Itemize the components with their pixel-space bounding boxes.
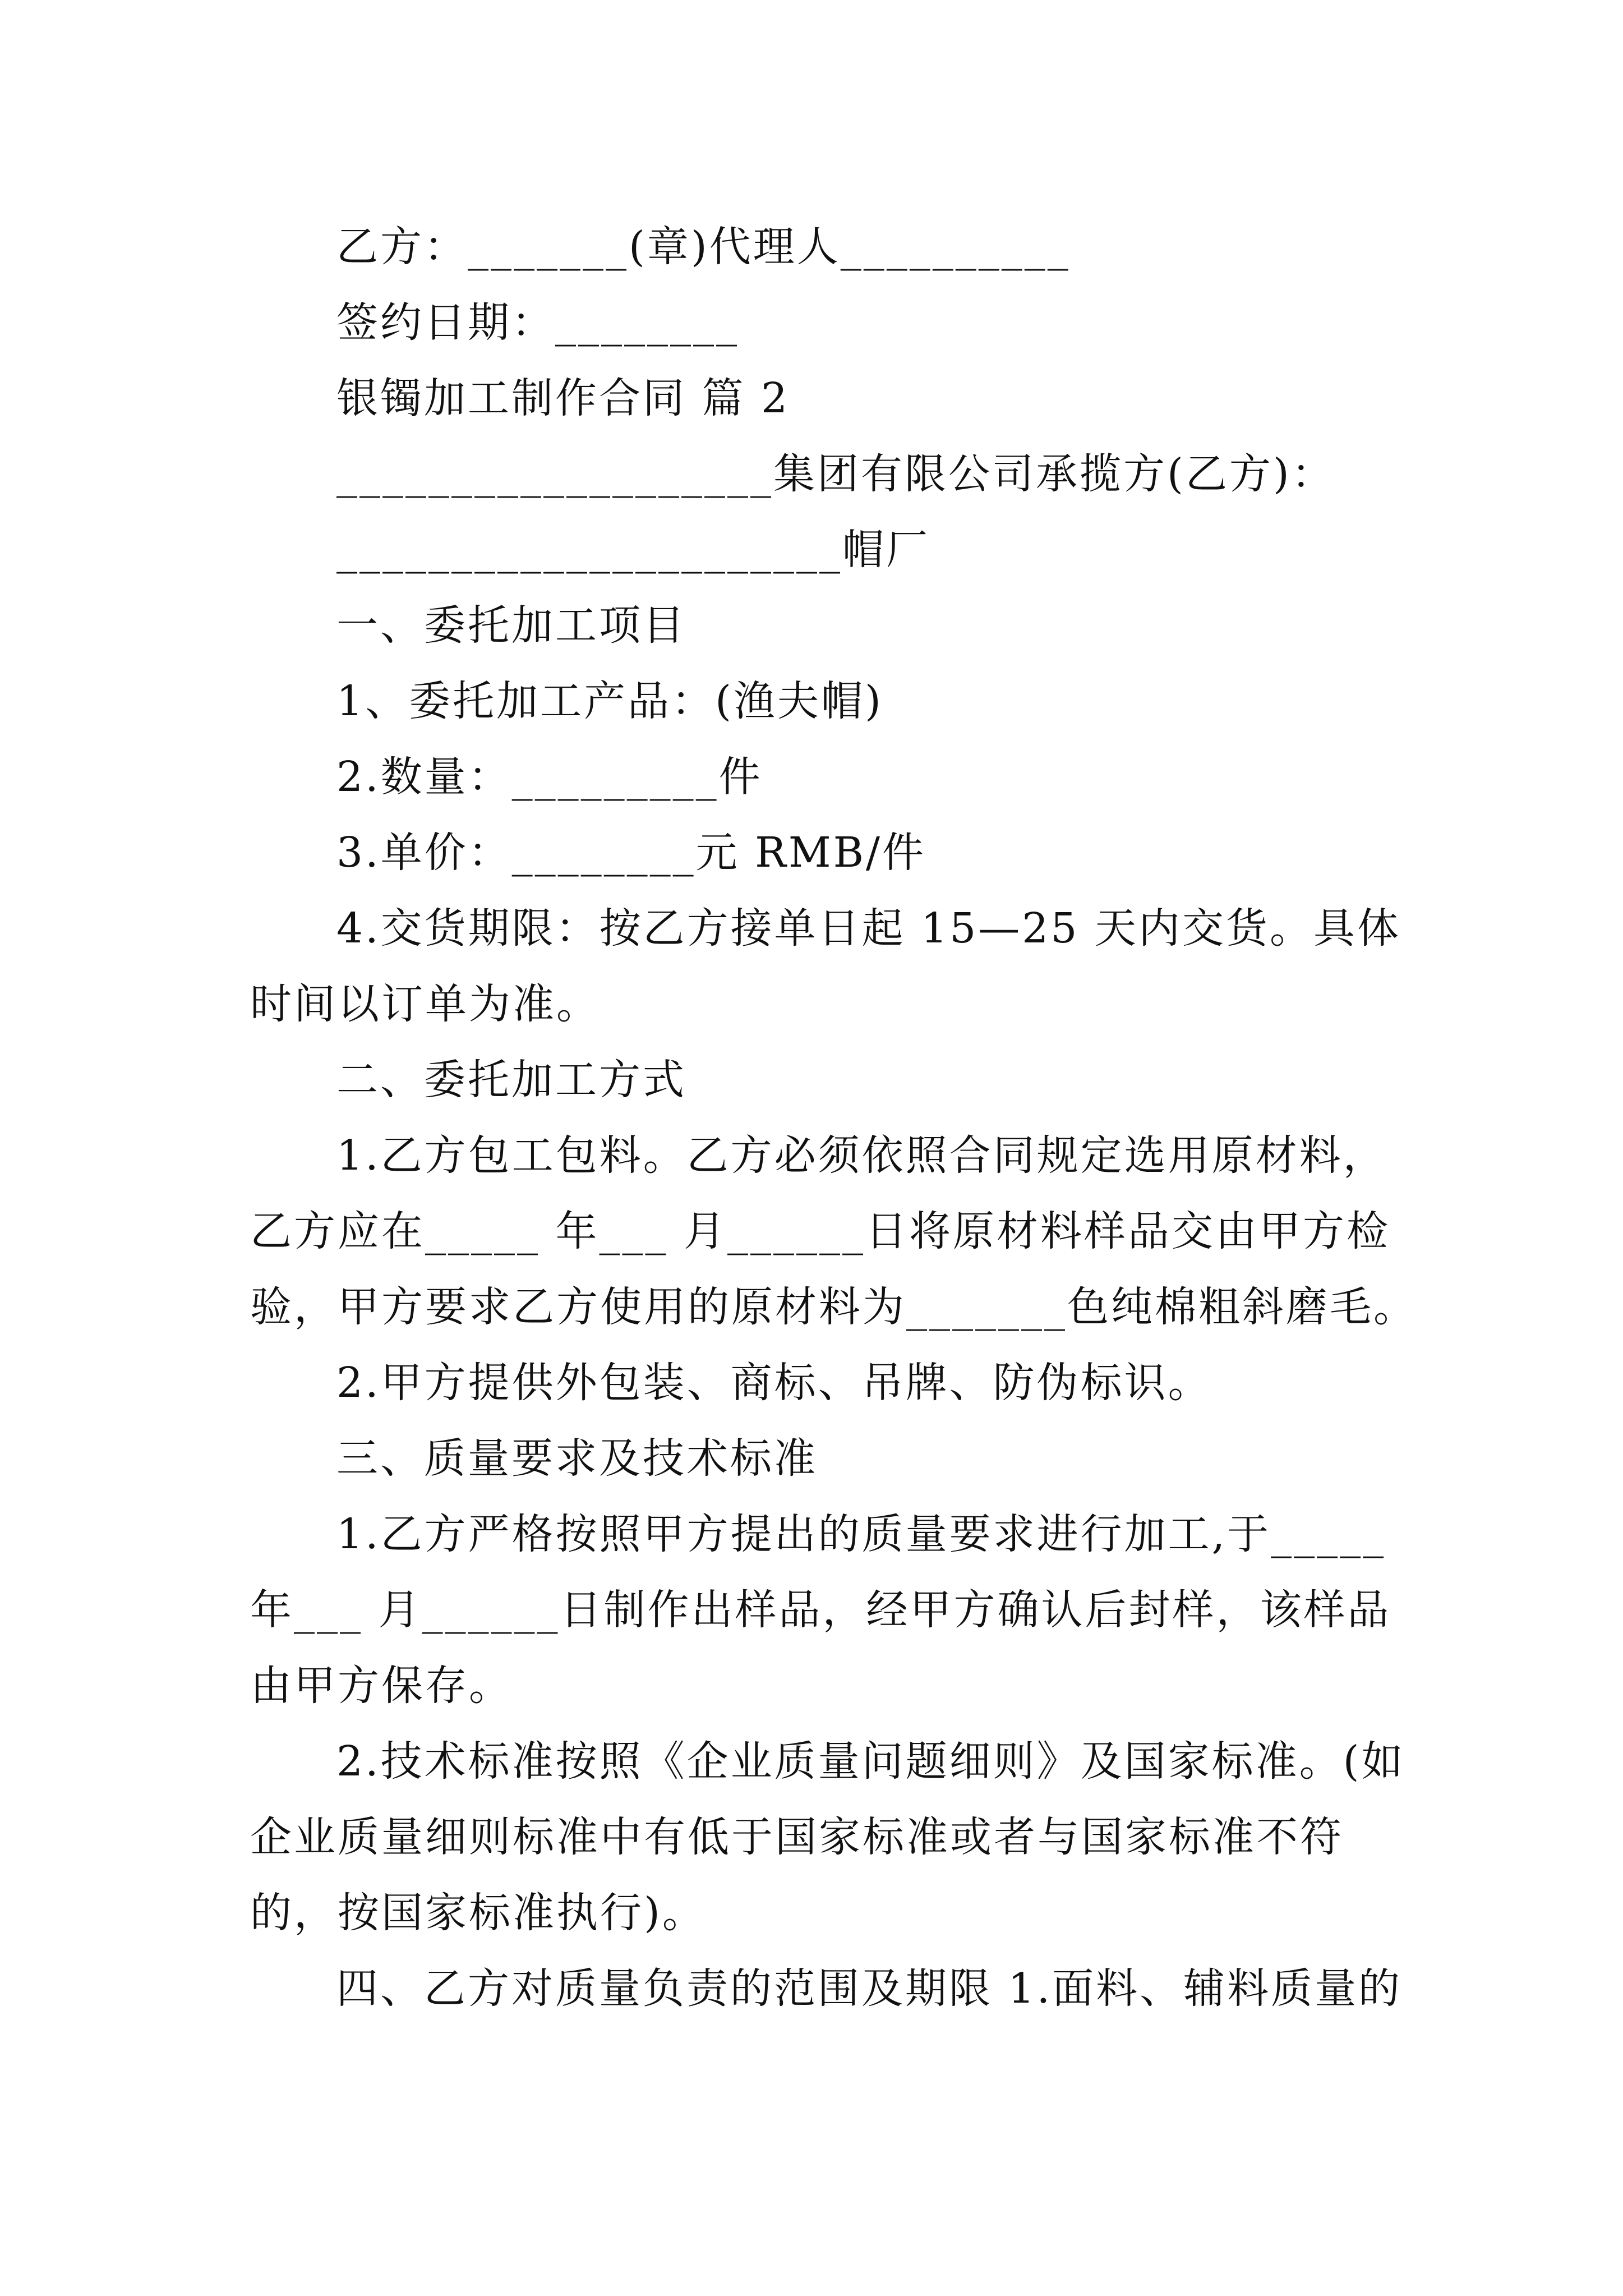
party-b-factory-line: ______________________帽厂 xyxy=(336,526,930,574)
section-heading-2: 二、委托加工方式 xyxy=(336,1056,686,1104)
section-heading-3: 三、质量要求及技术标准 xyxy=(336,1434,818,1483)
clause-1-4-delivery-line-1: 4.交货期限：按乙方接单日起 15—25 天内交货。具体 xyxy=(336,904,1401,953)
clause-1-1-product: 1、委托加工产品：(渔夫帽) xyxy=(336,677,883,725)
clause-3-1-line-3: 由甲方保存。 xyxy=(250,1662,513,1710)
clause-2-2: 2.甲方提供外包装、商标、吊牌、防伪标识。 xyxy=(336,1359,1212,1407)
clause-1-2-quantity: 2.数量：_________件 xyxy=(336,753,763,801)
section-heading-4: 四、乙方对质量负责的范围及期限 1.面料、辅料质量的 xyxy=(336,1964,1403,2013)
clause-3-1-line-1: 1.乙方严格按照甲方提出的质量要求进行加工,于_____ xyxy=(336,1510,1386,1558)
clause-3-1-line-2: 年___ 月______日制作出样品，经甲方确认后封样，该样品 xyxy=(250,1586,1391,1634)
clause-3-2-line-3: 的，按国家标准执行)。 xyxy=(250,1889,706,1937)
party-a-company-line: ___________________集团有限公司承揽方(乙方)： xyxy=(336,450,1335,498)
clause-2-1-line-3: 验，甲方要求乙方使用的原材料为_______色纯棉粗斜磨毛。 xyxy=(250,1283,1417,1331)
clause-1-4-delivery-line-2: 时间以订单为准。 xyxy=(250,980,600,1028)
clause-3-2-line-2: 企业质量细则标准中有低于国家标准或者与国家标准不符 xyxy=(250,1813,1344,1861)
section-heading-1: 一、委托加工项目 xyxy=(336,601,686,650)
signing-date-line: 签约日期：________ xyxy=(336,298,739,347)
party-b-seal-agent-line: 乙方：_______(章)代理人__________ xyxy=(336,223,1071,271)
clause-2-1-line-2: 乙方应在_____ 年___ 月______日将原材料样品交由甲方检 xyxy=(250,1207,1391,1255)
clause-1-3-unit-price: 3.单价：________元 RMB/件 xyxy=(336,829,926,877)
clause-3-2-line-1: 2.技术标准按照《企业质量问题细则》及国家标准。(如 xyxy=(336,1737,1405,1786)
clause-2-1-line-1: 1.乙方包工包料。乙方必须依照合同规定选用原材料， xyxy=(336,1131,1387,1180)
contract-title-part-2: 银镯加工制作合同 篇 2 xyxy=(336,374,790,422)
